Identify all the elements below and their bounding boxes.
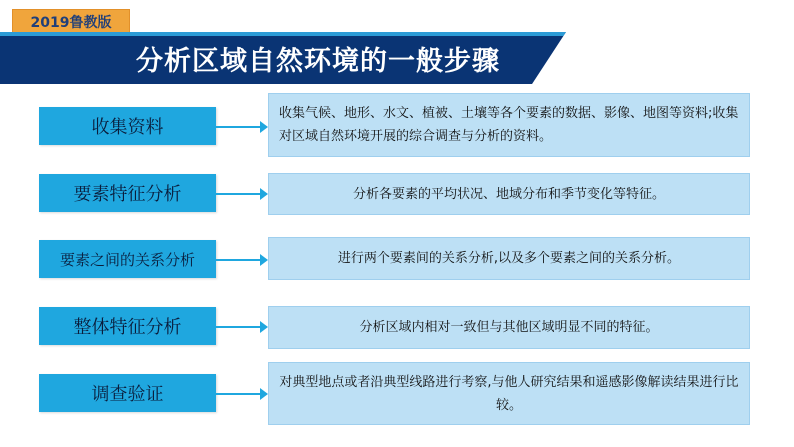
step-collect-data: 收集资料: [39, 107, 216, 145]
step-collect-data-description: 收集气候、地形、水文、植被、土壤等各个要素的数据、影像、地图等资料;收集对区域自然环境开展的综合调查与分析的资料。: [268, 93, 750, 157]
arrow-icon: [216, 126, 266, 128]
step-verification-description: 对典型地点或者沿典型线路进行考察,与他人研究结果和遥感影像解读结果进行比较。: [268, 362, 750, 425]
step-overall-features-description: 分析区域内相对一致但与其他区域明显不同的特征。: [268, 306, 750, 349]
arrow-icon: [216, 193, 266, 195]
edition-badge: [12, 9, 130, 35]
page-title: 分析区域自然环境的一般步骤: [136, 45, 500, 77]
edition-badge-label: 2019鲁教版: [30, 15, 112, 31]
step-element-relations: 要素之间的关系分析: [39, 240, 216, 278]
arrow-icon: [216, 326, 266, 328]
step-element-features: 要素特征分析: [39, 174, 216, 212]
step-element-relations-description: 进行两个要素间的关系分析,以及多个要素之间的关系分析。: [268, 237, 750, 280]
arrow-icon: [216, 259, 266, 261]
step-overall-features: 整体特征分析: [39, 307, 216, 345]
step-element-features-description: 分析各要素的平均状况、地域分布和季节变化等特征。: [268, 173, 750, 215]
arrow-icon: [216, 393, 266, 395]
step-verification: 调查验证: [39, 374, 216, 412]
